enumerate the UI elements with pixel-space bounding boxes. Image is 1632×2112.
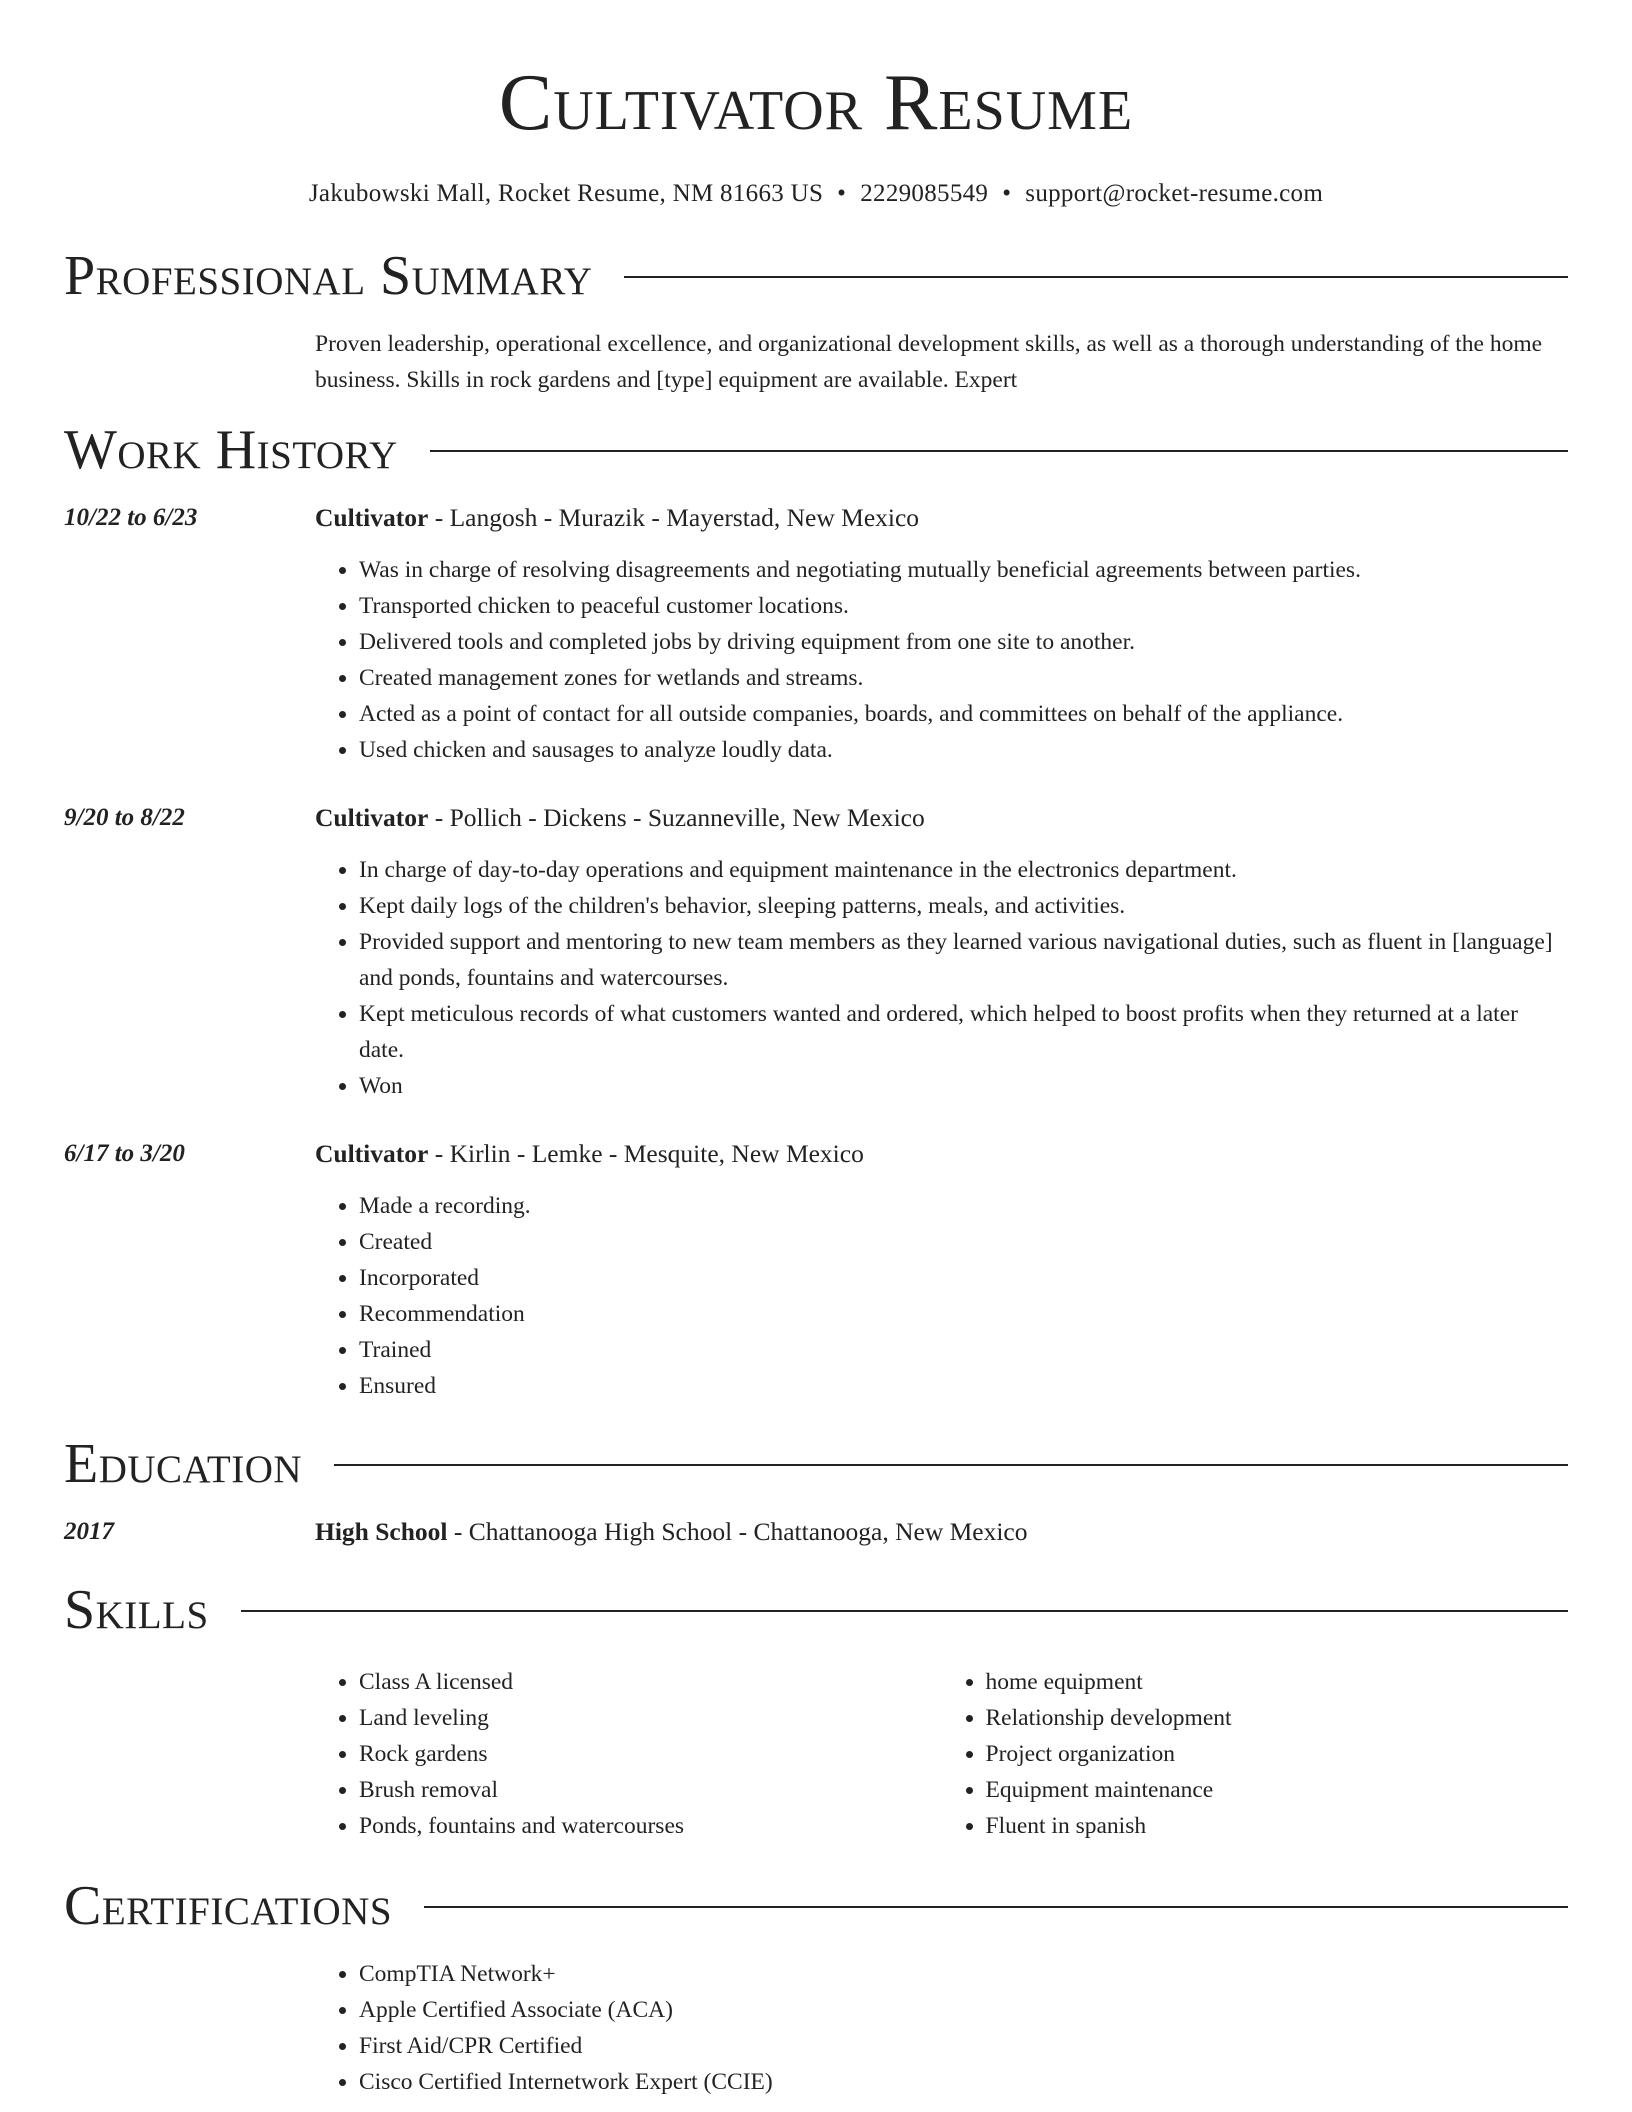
section-heading-skills: Skills <box>64 1579 209 1641</box>
skills-row <box>64 1664 1568 1844</box>
list-item: • Apple Certified Associate (ACA) <box>359 1992 1568 2028</box>
section-heading-education: Education <box>64 1433 303 1495</box>
list-item: • Equipment maintenance <box>986 1772 1569 1808</box>
job-bullets <box>315 1188 1568 1404</box>
list-item: • Provided support and mentoring to new team members as they learned various navigational duties, such as fluent in [language] and ponds, fountains and watercourses. <box>359 924 1568 996</box>
skills-list-left <box>315 1664 942 1844</box>
list-item: • Created management zones for wetlands and streams. <box>359 660 1568 696</box>
skills-list-right <box>942 1664 1569 1844</box>
summary-section-header <box>64 244 1568 308</box>
job-entry <box>64 500 1568 768</box>
list-item: • Brush removal <box>359 1772 942 1808</box>
section-heading-work: Work History <box>64 419 398 481</box>
job-entry <box>64 800 1568 1104</box>
list-item: • Cisco Certified Internetwork Expert (CCIE) <box>359 2064 1568 2100</box>
job-title: Cultivator <box>315 1139 429 1168</box>
education-entry <box>64 1514 1568 1550</box>
summary-row <box>64 326 1568 398</box>
list-item: • Kept daily logs of the children's behavior, sleeping patterns, meals, and activities. <box>359 888 1568 924</box>
section-rule <box>430 450 1568 452</box>
certifications-row <box>64 1956 1568 2100</box>
address: Jakubowski Mall, Rocket Resume, NM 81663 US <box>308 180 824 207</box>
work-section-header <box>64 418 1568 482</box>
list-item: • Won <box>359 1068 1568 1104</box>
list-item: • Land leveling <box>359 1700 942 1736</box>
separator: • <box>837 180 847 207</box>
list-item: • Rock gardens <box>359 1736 942 1772</box>
certifications-section-header <box>64 1874 1568 1938</box>
list-item: • Recommendation <box>359 1296 1568 1332</box>
section-heading-certifications: Certifications <box>64 1875 393 1937</box>
resume-title: Cultivator Resume <box>498 59 1134 147</box>
list-item: • Acted as a point of contact for all outside companies, boards, and committees on behalf of the appliance. <box>359 696 1568 732</box>
job-heading <box>315 500 1568 536</box>
summary-text: Proven leadership, operational excellence, and organizational development skills, as well as a thorough understanding of the home business. Skills in rock gardens and [type] equipment are available. Expert <box>315 331 1543 393</box>
section-rule <box>334 1464 1568 1466</box>
job-bullets <box>315 852 1568 1104</box>
list-item: • Delivered tools and completed jobs by driving equipment from one site to another. <box>359 624 1568 660</box>
skills-section-header <box>64 1578 1568 1642</box>
list-item: • Transported chicken to peaceful customer locations. <box>359 588 1568 624</box>
separator: • <box>1002 180 1012 207</box>
job-entry <box>64 1136 1568 1404</box>
list-item: • Relationship development <box>986 1700 1569 1736</box>
list-item: • Class A licensed <box>359 1664 942 1700</box>
list-item: • Ponds, fountains and watercourses <box>359 1808 942 1844</box>
job-bullets <box>315 552 1568 768</box>
education-year: 2017 <box>64 1518 114 1545</box>
list-item: • Fluent in spanish <box>986 1808 1569 1844</box>
job-details: - Langosh - Murazik - Mayerstad, New Mexico <box>428 503 920 532</box>
section-rule <box>241 1610 1568 1612</box>
list-item: • Trained <box>359 1332 1568 1368</box>
list-item: • In charge of day-to-day operations and equipment maintenance in the electronics department. <box>359 852 1568 888</box>
job-details: - Kirlin - Lemke - Mesquite, New Mexico <box>428 1139 864 1168</box>
job-dates: 6/17 to 3/20 <box>64 1140 185 1167</box>
list-item: • Was in charge of resolving disagreements and negotiating mutually beneficial agreements between parties. <box>359 552 1568 588</box>
list-item: • First Aid/CPR Certified <box>359 2028 1568 2064</box>
job-dates: 10/22 to 6/23 <box>64 504 198 531</box>
list-item: • CompTIA Network+ <box>359 1956 1568 1992</box>
school-details: - Chattanooga High School - Chattanooga, New Mexico <box>447 1517 1028 1546</box>
list-item: • Used chicken and sausages to analyze loudly data. <box>359 732 1568 768</box>
list-item: • Kept meticulous records of what customers wanted and ordered, which helped to boost profits when they returned at a later date. <box>359 996 1568 1068</box>
list-item: • Ensured <box>359 1368 1568 1404</box>
list-item: • Project organization <box>986 1736 1569 1772</box>
list-item: • Made a recording. <box>359 1188 1568 1224</box>
certifications-list <box>315 1956 1568 2100</box>
job-heading <box>315 800 1568 836</box>
degree: High School <box>315 1517 448 1546</box>
job-heading <box>315 1136 1568 1172</box>
section-heading-summary: Professional Summary <box>64 245 593 307</box>
job-title: Cultivator <box>315 503 429 532</box>
contact-line <box>64 178 1568 210</box>
job-title: Cultivator <box>315 803 429 832</box>
list-item: • Created <box>359 1224 1568 1260</box>
list-item: • Incorporated <box>359 1260 1568 1296</box>
section-rule <box>624 276 1568 278</box>
section-rule <box>424 1906 1568 1908</box>
job-dates: 9/20 to 8/22 <box>64 804 185 831</box>
email: support@rocket-resume.com <box>1025 180 1324 207</box>
list-item: • home equipment <box>986 1664 1569 1700</box>
education-section-header <box>64 1432 1568 1496</box>
phone: 2229085549 <box>860 180 989 207</box>
job-details: - Pollich - Dickens - Suzanneville, New Mexico <box>428 803 925 832</box>
